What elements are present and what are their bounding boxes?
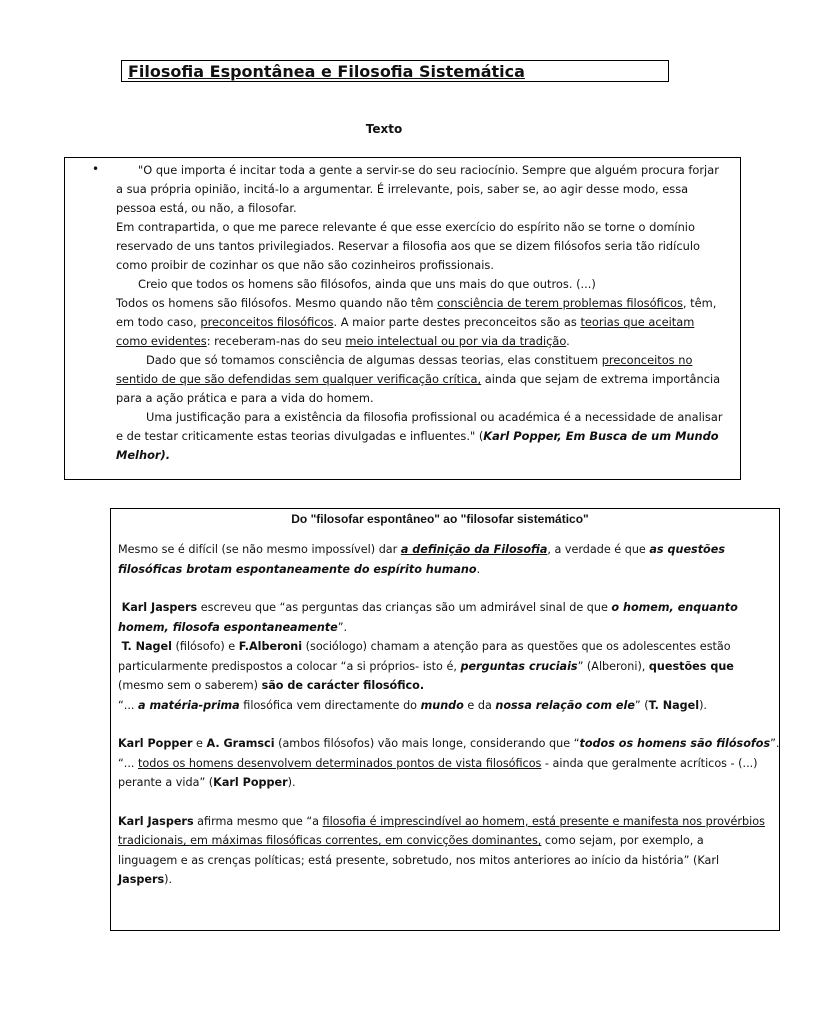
section-line: T. Nagel (filósofo) e F.Alberoni (sociólogo) chamam a atenção para as questões que os adolescentes estão <box>121 640 731 653</box>
section-text <box>118 540 818 890</box>
quote-line: Uma justificação para a existência da filosofia profissional ou académica é a necessidade de analisar <box>146 410 723 424</box>
quote-line: a sua própria opinião, incitá-lo a argumentar. É irrelevante, pois, saber se, ao agir desse modo, essa <box>116 182 689 196</box>
page-title: Filosofia Espontânea e Filosofia Sistemática <box>128 62 525 81</box>
quote-line: para a ação prática e para a vida do homem. <box>116 391 374 405</box>
section-box <box>110 508 780 931</box>
quote-line: em todo caso, preconceitos filosóficos. A maior parte destes preconceitos são as teorias que aceitam <box>116 315 695 329</box>
quote-line: pessoa está, ou não, a filosofar. <box>116 201 297 215</box>
section-line: Karl Jaspers escreveu que “as perguntas das crianças são um admirável sinal de que o homem, enquanto <box>121 601 738 614</box>
quote-line: Dado que só tomamos consciência de algumas dessas teorias, elas constituem preconceitos no <box>146 353 693 367</box>
quote-line: reservado de uns tantos privilegiados. Reservar a filosofia aos que se dizem filósofos seria tão ridículo <box>116 239 700 253</box>
quote-line: sentido de que são defendidas sem qualquer verificação crítica, ainda que sejam de extrema importância <box>116 372 721 386</box>
quote-line: como evidentes: receberam-nas do seu meio intelectual ou por via da tradição. <box>116 334 570 348</box>
section-title: Do "filosofar espontâneo" ao "filosofar sistemático" <box>291 512 589 526</box>
section-line: filosóficas brotam espontaneamente do espírito humano. <box>118 562 481 576</box>
quote-line: Todos os homens são filósofos. Mesmo quando não têm consciência de terem problemas filosóficos, têm, <box>116 296 717 310</box>
section-line: perante a vida” (Karl Popper). <box>118 776 296 789</box>
section-line: Karl Popper e A. Gramsci (ambos filósofos) vão mais longe, considerando que “todos os homens são filósofos”. <box>118 737 780 750</box>
section-line: “... todos os homens desenvolvem determinados pontos de vista filosóficos - ainda que geralmente acríticos - (...) <box>118 756 758 770</box>
quote-line: como proibir de cozinhar os que não são cozinheiros profissionais. <box>116 258 494 272</box>
quote-line: Creio que todos os homens são filósofos, ainda que uns mais do que outros. (...) <box>138 277 596 291</box>
quote-line: e de testar criticamente estas teorias divulgadas e influentes." (Karl Popper, Em Busca de um Mundo <box>116 429 719 443</box>
quote-citation: Melhor). <box>116 448 171 462</box>
bullet-marker: • <box>92 162 100 176</box>
section-line: tradicionais, em máximas filosóficas correntes, em convicções dominantes, como sejam, por exemplo, a <box>118 834 704 847</box>
subtitle: Texto <box>365 122 403 136</box>
title-box <box>121 60 669 82</box>
section-line: (mesmo sem o saberem) são de carácter filosófico. <box>118 679 425 692</box>
section-line: “... a matéria-prima filosófica vem directamente do mundo e da nossa relação com ele” (T. Nagel). <box>118 698 707 712</box>
quote-line: Em contrapartida, o que me parece relevante é que esse exercício do espírito não se torne o domínio <box>116 220 695 234</box>
section-line: particularmente predispostos a colocar “a si próprios- isto é, perguntas cruciais” (Alberoni), questões que <box>118 659 734 673</box>
section-line: Jaspers). <box>118 873 173 886</box>
section-line: linguagem e as crenças políticas; está presente, sobretudo, nos mitos anteriores ao início da história” (Karl <box>118 853 720 867</box>
section-line: Mesmo se é difícil (se não mesmo impossível) dar a definição da Filosofia, a verdade é que as questões <box>118 543 725 556</box>
section-line: Karl Jaspers afirma mesmo que “a filosofia é imprescindível ao homem, está presente e manifesta nos provérbios <box>118 814 765 828</box>
quote-box <box>64 157 741 480</box>
quote-line: "O que importa é incitar toda a gente a servir-se do seu raciocínio. Sempre que alguém procura forjar <box>138 163 719 177</box>
quote-text <box>116 161 736 465</box>
section-line: homem, filosofa espontaneamente”. <box>118 620 348 634</box>
